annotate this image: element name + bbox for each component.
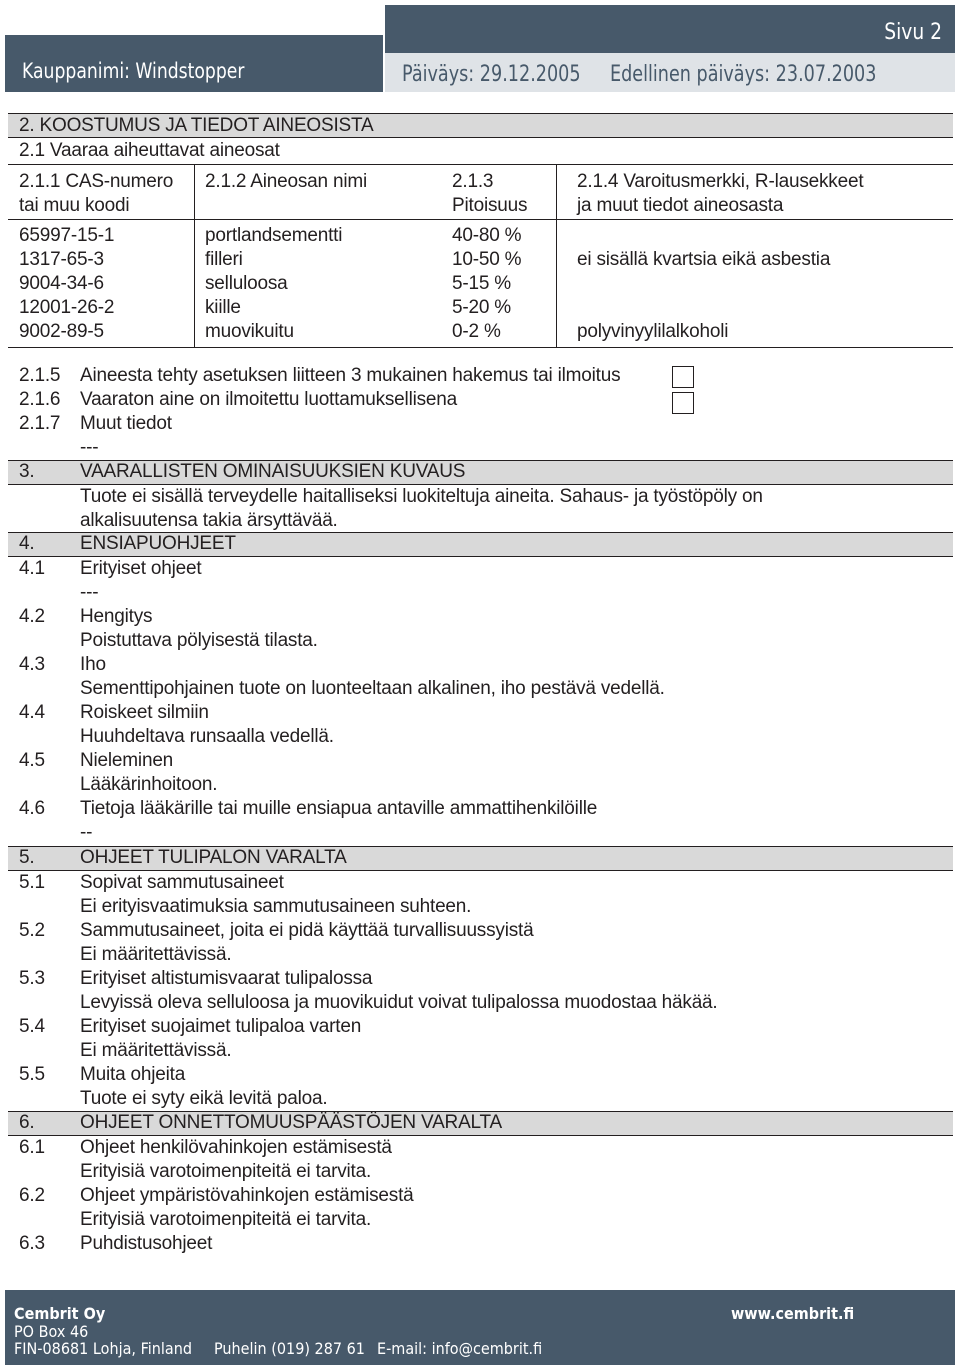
header-left-strip bbox=[5, 5, 383, 35]
list-item-text: Ei määritettävissä. bbox=[80, 944, 232, 965]
list-item-text: -- bbox=[80, 822, 93, 843]
item-2-1-6-text: Vaaraton aine on ilmoitettu luottamuksellisena bbox=[80, 389, 458, 410]
list-item-text: --- bbox=[80, 582, 99, 603]
checkbox-2-1-5[interactable] bbox=[672, 366, 694, 388]
item-2-1-7-value: --- bbox=[80, 437, 99, 458]
list-item-heading: Erityiset altistumisvaarat tulipalossa bbox=[80, 968, 373, 989]
section-6-title: OHJEET ONNETTOMUUSPÄÄSTÖJEN VARALTA bbox=[80, 1112, 502, 1133]
list-item-heading: Ohjeet ympäristövahinkojen estämisestä bbox=[80, 1185, 414, 1206]
cell-cas: 9002-89-5 bbox=[19, 321, 104, 342]
list-item-num: 5.2 bbox=[19, 920, 45, 941]
list-item-text: Ei erityisvaatimuksia sammutusaineen suhteen. bbox=[80, 896, 472, 917]
section-2-title: 2. KOOSTUMUS JA TIEDOT AINEOSISTA bbox=[19, 115, 374, 136]
list-item-text: Sementtipohjainen tuote on luonteeltaan alkalinen, iho pestävä vedellä. bbox=[80, 678, 665, 699]
list-item-text: Lääkärinhoitoon. bbox=[80, 774, 218, 795]
list-item-heading: Nieleminen bbox=[80, 750, 174, 771]
item-2-1-7-text: Muut tiedot bbox=[80, 413, 172, 434]
footer-city: FIN-08681 Lohja, Finland bbox=[14, 1339, 193, 1358]
table-bottom-rule bbox=[8, 347, 953, 348]
column-header-info: 2.1.4 Varoitusmerkki, R-lausekkeet bbox=[577, 171, 864, 192]
cell-info: polyvinyylilalkoholi bbox=[577, 321, 729, 342]
list-item-heading: Sopivat sammutusaineet bbox=[80, 872, 284, 893]
list-item-num: 4.5 bbox=[19, 750, 45, 771]
list-item-text: Tuote ei syty eikä levitä paloa. bbox=[80, 1088, 328, 1109]
header-right-strip bbox=[385, 5, 955, 53]
column-header-conc-sub: Pitoisuus bbox=[452, 195, 528, 216]
section-4-num: 4. bbox=[19, 533, 35, 554]
list-item-text: Erityisiä varotoimenpiteitä ei tarvita. bbox=[80, 1209, 372, 1230]
list-item-num: 5.5 bbox=[19, 1064, 45, 1085]
cell-name: portlandsementti bbox=[205, 225, 343, 246]
list-item-num: 6.1 bbox=[19, 1137, 45, 1158]
column-divider bbox=[194, 164, 195, 347]
previous-date: Edellinen päiväys: 23.07.2003 bbox=[610, 62, 877, 87]
list-item-heading: Erityiset ohjeet bbox=[80, 558, 202, 579]
checkbox-2-1-6[interactable] bbox=[672, 392, 694, 414]
cell-cas: 65997-15-1 bbox=[19, 225, 115, 246]
list-item-text: Poistuttava pölyisestä tilasta. bbox=[80, 630, 318, 651]
list-item-text: Ei määritettävissä. bbox=[80, 1040, 232, 1061]
footer-email-link[interactable]: E-mail: info@cembrit.fi bbox=[377, 1339, 543, 1358]
column-header-conc: 2.1.3 bbox=[452, 171, 494, 192]
list-item-num: 4.4 bbox=[19, 702, 45, 723]
page-number: Sivu 2 bbox=[884, 20, 942, 45]
footer-phone: Puhelin (019) 287 61 bbox=[214, 1339, 365, 1358]
item-2-1-5-text: Aineesta tehty asetuksen liitteen 3 mukainen hakemus tai ilmoitus bbox=[80, 365, 621, 386]
column-header-cas-sub: tai muu koodi bbox=[19, 195, 130, 216]
section-4-title: ENSIAPUOHJEET bbox=[80, 533, 236, 554]
list-item-heading: Sammutusaineet, joita ei pidä käyttää turvallisuussyistä bbox=[80, 920, 534, 941]
section-3-text: Tuote ei sisällä terveydelle haitalliseksi luokiteltuja aineita. Sahaus- ja työstöpöly on bbox=[80, 486, 763, 507]
cell-info: ei sisällä kvartsia eikä asbestia bbox=[577, 249, 831, 270]
section-2-1-subtitle: 2.1 Vaaraa aiheuttavat aineosat bbox=[19, 140, 280, 161]
cell-name: kiille bbox=[205, 297, 241, 318]
cell-name: filleri bbox=[205, 249, 243, 270]
column-header-info-sub: ja muut tiedot aineosasta bbox=[577, 195, 784, 216]
table-header-rule bbox=[8, 219, 953, 220]
footer-pobox: PO Box 46 bbox=[14, 1322, 89, 1341]
list-item-heading: Tietoja lääkärille tai muille ensiapua antaville ammattihenkilöille bbox=[80, 798, 598, 819]
date: Päiväys: 29.12.2005 bbox=[402, 62, 581, 87]
list-item-text: Huuhdeltava runsaalla vedellä. bbox=[80, 726, 334, 747]
item-2-1-5-num: 2.1.5 bbox=[19, 365, 61, 386]
list-item-heading: Ohjeet henkilövahinkojen estämisestä bbox=[80, 1137, 392, 1158]
list-item-heading: Iho bbox=[80, 654, 106, 675]
cell-conc: 5-15 % bbox=[452, 273, 512, 294]
list-item-num: 6.2 bbox=[19, 1185, 45, 1206]
cell-conc: 5-20 % bbox=[452, 297, 512, 318]
section-5-title: OHJEET TULIPALON VARALTA bbox=[80, 847, 347, 868]
column-divider bbox=[556, 164, 557, 347]
cell-conc: 10-50 % bbox=[452, 249, 522, 270]
item-2-1-6-num: 2.1.6 bbox=[19, 389, 61, 410]
table-top-rule bbox=[8, 164, 953, 165]
list-item-num: 5.4 bbox=[19, 1016, 45, 1037]
list-item-heading: Puhdistusohjeet bbox=[80, 1233, 213, 1254]
footer bbox=[5, 1290, 955, 1365]
list-item-num: 6.3 bbox=[19, 1233, 45, 1254]
trade-name: Kauppanimi: Windstopper bbox=[22, 59, 245, 83]
list-item-num: 4.6 bbox=[19, 798, 45, 819]
cell-name: muovikuitu bbox=[205, 321, 294, 342]
footer-web-link[interactable]: www.cembrit.fi bbox=[731, 1304, 855, 1323]
column-header-cas: 2.1.1 CAS-numero bbox=[19, 171, 174, 192]
list-item-num: 5.1 bbox=[19, 872, 45, 893]
cell-cas: 9004-34-6 bbox=[19, 273, 104, 294]
list-item-text: Levyissä oleva selluloosa ja muovikuidut voivat tulipalossa muodostaa häkää. bbox=[80, 992, 718, 1013]
list-item-heading: Erityiset suojaimet tulipaloa varten bbox=[80, 1016, 362, 1037]
cell-conc: 0-2 % bbox=[452, 321, 501, 342]
cell-name: selluloosa bbox=[205, 273, 288, 294]
list-item-heading: Hengitys bbox=[80, 606, 153, 627]
list-item-num: 5.3 bbox=[19, 968, 45, 989]
list-item-text: Erityisiä varotoimenpiteitä ei tarvita. bbox=[80, 1161, 372, 1182]
cell-cas: 12001-26-2 bbox=[19, 297, 115, 318]
section-3-title: VAARALLISTEN OMINAISUUKSIEN KUVAUS bbox=[80, 461, 466, 482]
list-item-heading: Roiskeet silmiin bbox=[80, 702, 209, 723]
item-2-1-7-num: 2.1.7 bbox=[19, 413, 61, 434]
section-5-num: 5. bbox=[19, 847, 35, 868]
section-6-num: 6. bbox=[19, 1112, 35, 1133]
column-header-name: 2.1.2 Aineosan nimi bbox=[205, 171, 368, 192]
cell-cas: 1317-65-3 bbox=[19, 249, 104, 270]
list-item-num: 4.1 bbox=[19, 558, 45, 579]
footer-company: Cembrit Oy bbox=[14, 1304, 106, 1323]
section-3-num: 3. bbox=[19, 461, 35, 482]
list-item-heading: Muita ohjeita bbox=[80, 1064, 186, 1085]
list-item-num: 4.2 bbox=[19, 606, 45, 627]
list-item-num: 4.3 bbox=[19, 654, 45, 675]
cell-conc: 40-80 % bbox=[452, 225, 522, 246]
section-3-text: alkalisuutensa takia ärsyttävää. bbox=[80, 510, 338, 531]
